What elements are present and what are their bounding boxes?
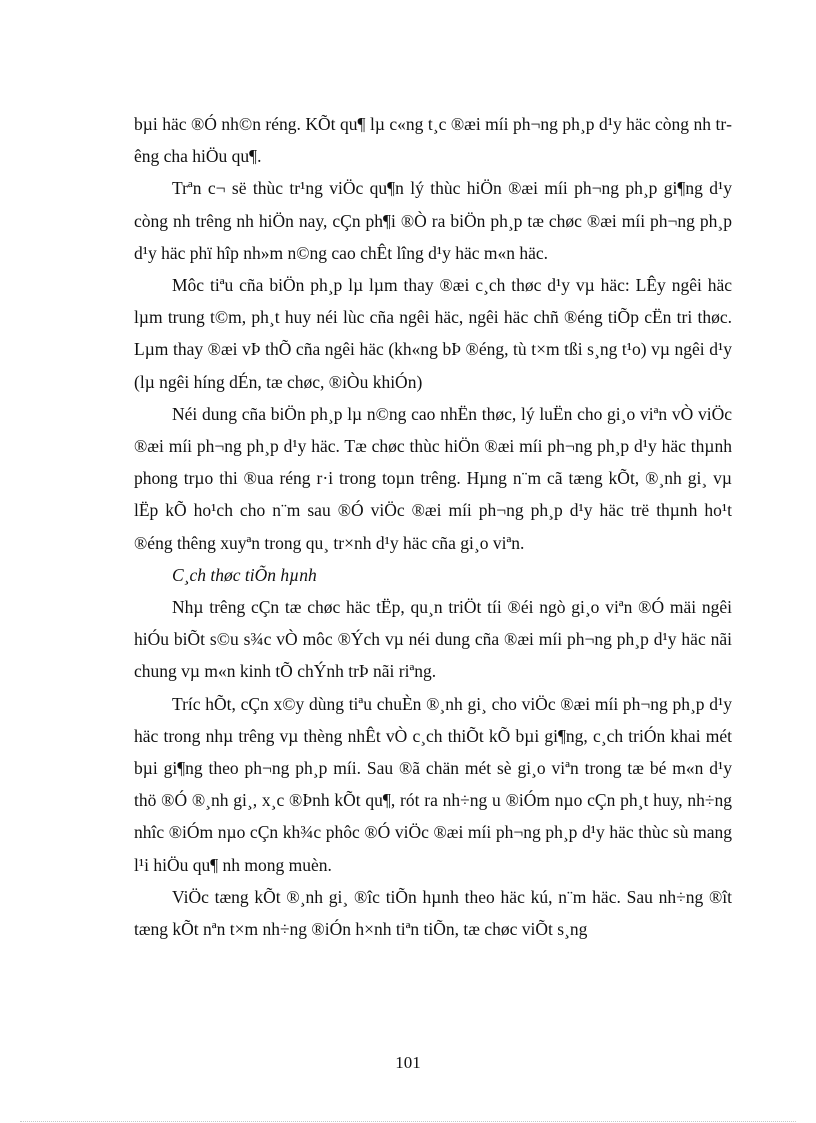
paragraph: ViÖc tæng kÕt ®¸nh gi¸ ®îc tiÕn hµnh theo häc kú, n¨m häc. Sau nh÷ng ®ît tæng kÕt nªn t×m nh÷ng ®iÓn h×nh tiªn tiÕn, tæ chøc viÕt s¸ng (134, 886, 732, 940)
paragraph: Môc tiªu cña biÖn ph¸p lµ lµm thay ®æi c¸ch thøc d¹y vµ häc: LÊy ngêi häc lµm trung t©m, ph¸t huy néi lùc cña ngêi häc, ngêi häc chñ ®éng tiÕp cËn tri thøc. Lµm thay ®æi vÞ thÕ cña ngêi häc (kh«ng bÞ ®éng, tù t×m tßi s¸ng t¹o) vµ ngêi d¹y (lµ ngêi híng dÉn, tæ chøc, ®iÒu khiÓn) (134, 275, 732, 392)
paragraph: Trªn c¬ së thùc tr¹ng viÖc qu¶n lý thùc hiÖn ®æi míi ph¬ng ph¸p gi¶ng d¹y còng nh trêng nh hiÖn nay, cÇn ph¶i ®Ò ra biÖn ph¸p tæ chøc ®æi míi ph¬ng ph¸p d¹y häc phï hîp nh»m n©ng cao chÊt lîng d¹y häc m«n häc. (134, 178, 732, 263)
section-subheading: C¸ch thøc tiÕn hµnh (172, 564, 317, 585)
paragraph-continuation: bµi häc ®Ó nh©n réng. KÕt qu¶ lµ c«ng t¸c ®æi míi ph¬ng ph¸p d¹y häc còng nh trêng cha hiÖu qu¶. (134, 114, 732, 167)
paragraph: Nhµ trêng cÇn tæ chøc häc tËp, qu¸n triÖt tíi ®éi ngò gi¸o viªn ®Ó mäi ngêi hiÓu biÕt s©u s¾c vÒ môc ®Ých vµ néi dung cña ®æi míi ph¬ng ph¸p d¹y häc nãi chung vµ m«n kinh tÕ chÝnh trÞ nãi riªng. (134, 597, 732, 682)
body-text (134, 108, 732, 945)
paragraph: Néi dung cña biÖn ph¸p lµ n©ng cao nhËn thøc, lý luËn cho gi¸o viªn vÒ viÖc ®æi míi ph¬ng ph¸p d¹y häc. Tæ chøc thùc hiÖn ®æi míi ph¬ng ph¸p d¹y häc thµnh phong trµo thi ®ua réng r·i trong toµn trêng. Hµng n¨m cã tæng kÕt, ®¸nh gi¸ vµ lËp kÕ ho¹ch cho n¨m sau ®Ó viÖc ®æi míi ph¬ng ph¸p d¹y häc trë thµnh ho¹t ®éng thêng xuyªn trong qu¸ tr×nh d¹y häc cña gi¸o viªn. (134, 403, 732, 553)
page-number: 101 (395, 1053, 421, 1072)
paragraph: Tríc hÕt, cÇn x©y dùng tiªu chuÈn ®¸nh gi¸ cho viÖc ®æi míi ph¬ng ph¸p d¹y häc trong nhµ trêng vµ thèng nhÊt vÒ c¸ch thiÕt kÕ bµi gi¶ng, c¸ch triÓn khai mét bµi gi¶ng theo ph¬ng ph¸p míi. Sau ®ã chän mét sè gi¸o viªn trong tæ bé m«n d¹y thö ®Ó ®¸nh gi¸, x¸c ®Þnh kÕt qu¶, rót ra nh÷ng u ®iÓm nµo cÇn ph¸t huy, nh÷ng nhîc ®iÓm nµo cÇn kh¾c phôc ®Ó viÖc ®æi míi ph¬ng ph¸p d¹y häc thùc sù mang l¹i hiÖu qu¶ nh mong muèn. (134, 693, 732, 875)
page-bottom-divider (20, 1121, 796, 1122)
